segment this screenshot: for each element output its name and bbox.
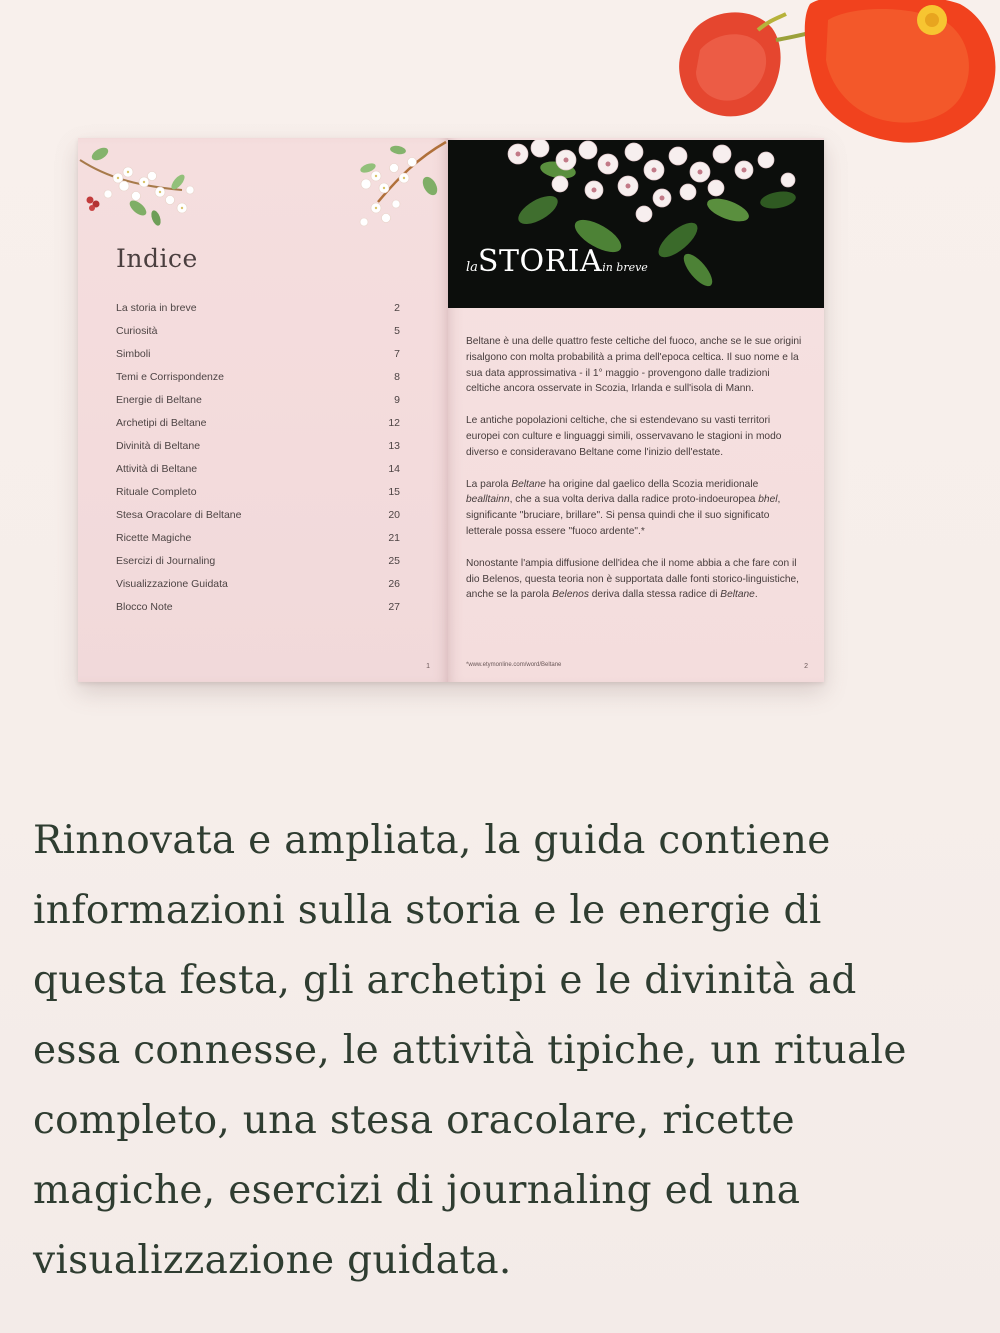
text-run: , che a sua volta deriva dalla radice proto-indoeuropea xyxy=(509,494,759,506)
poppy-flowers-image xyxy=(660,0,1000,150)
toc-item xyxy=(116,509,400,532)
left-branch-icon xyxy=(80,145,194,227)
toc-item-label: Stesa Oracolare di Beltane xyxy=(116,509,242,521)
footnote: *www.etymonline.com/word/Beltane xyxy=(466,662,562,668)
toc-item-label: Energie di Beltane xyxy=(116,394,202,406)
toc-item xyxy=(116,486,400,509)
toc-item-label: Simboli xyxy=(116,348,151,360)
toc-item xyxy=(116,348,400,371)
toc-item-label: Temi e Corrispondenze xyxy=(116,371,224,383)
toc-item-page: 7 xyxy=(394,348,400,360)
toc-item-label: Blocco Note xyxy=(116,601,173,613)
toc-item xyxy=(116,578,400,601)
right-page-number: 2 xyxy=(804,663,808,670)
index-title: Indice xyxy=(116,244,198,273)
hawthorn-branch-image xyxy=(78,138,448,238)
toc-item-page: 8 xyxy=(394,371,400,383)
toc-item-page: 15 xyxy=(388,486,400,498)
toc-item xyxy=(116,371,400,394)
toc-item-page: 27 xyxy=(388,601,400,613)
toc-item xyxy=(116,394,400,417)
booklet-mockup xyxy=(78,138,824,682)
italic-term: Beltane xyxy=(720,589,755,601)
left-page-number: 1 xyxy=(426,663,430,670)
italic-term: Beltane xyxy=(511,478,546,490)
text-run: Nonostante l'ampia diffusione dell'idea che il nome abbia a che fare con il dio Belenos, questa teoria non è supportata dalle fonti storico-linguistiche, anche se la parola xyxy=(466,557,799,601)
hero-title-main: STORIA xyxy=(477,244,603,279)
paragraph: Beltane è una delle quattro feste celtiche del fuoco, anche se le sue origini risalgono con molta probabilità a prima dell'epoca celtica. Il suo nome e la sua data approssimativa - il 1° maggio - provengono dalle tradizioni celtiche ancora osservate in Scozia, Irlanda e sull'isola di Mann. xyxy=(466,336,802,395)
text-run: deriva dalla stessa radice di xyxy=(588,589,721,601)
italic-term: bealltainn xyxy=(466,494,510,506)
text-run: . xyxy=(754,589,758,601)
toc-item-label: Divinità di Beltane xyxy=(116,440,201,452)
toc-item xyxy=(116,601,400,624)
toc-item xyxy=(116,532,400,555)
toc-item-label: Visualizzazione Guidata xyxy=(116,578,228,590)
toc-item xyxy=(116,440,400,463)
toc-item-label: Rituale Completo xyxy=(116,486,197,498)
hawthorn-blossom-image xyxy=(448,140,824,308)
toc-item-page: 14 xyxy=(388,463,400,475)
toc-item xyxy=(116,417,400,440)
toc-item-page: 9 xyxy=(394,394,400,406)
toc-item-page: 2 xyxy=(394,302,400,314)
toc-item-page: 25 xyxy=(388,555,400,567)
large-poppy-icon xyxy=(805,0,996,143)
small-poppy-icon xyxy=(679,12,786,116)
italic-term: Belenos xyxy=(552,589,589,601)
toc-item-page: 12 xyxy=(388,417,400,429)
hero-title-suffix: in breve xyxy=(602,261,648,274)
toc-item xyxy=(116,325,400,348)
tagline-description: Rinnovata e ampliata, la guida contiene informazioni sulla storia e le energie di questa festa, gli archetipi e le divinità ad essa connesse, le attività tipiche, un rituale completo, una stesa oracolare, ricette magiche, esercizi di journaling ed una visualizzazione guidata. xyxy=(33,818,907,1283)
toc-item-label: La storia in breve xyxy=(116,302,197,314)
toc-item xyxy=(116,555,400,578)
toc-item-label: Attività di Beltane xyxy=(116,463,198,475)
toc-item-label: Curiosità xyxy=(116,325,158,337)
paragraph xyxy=(466,556,806,603)
hero-banner xyxy=(448,140,824,308)
paragraph xyxy=(466,477,806,540)
left-page xyxy=(78,138,448,682)
right-page xyxy=(448,138,824,682)
toc-item xyxy=(116,463,400,486)
table-of-contents xyxy=(116,302,400,624)
right-branch-icon xyxy=(359,142,446,226)
article-body xyxy=(466,334,806,619)
text-run: ha origine dal gaelico della Scozia meridionale xyxy=(545,478,759,490)
toc-item-page: 13 xyxy=(388,440,400,452)
toc-item xyxy=(116,302,400,325)
toc-item-page: 21 xyxy=(388,532,400,544)
toc-item-label: Archetipi di Beltane xyxy=(116,417,207,429)
toc-item-label: Ricette Magiche xyxy=(116,532,192,544)
hero-title xyxy=(466,244,648,279)
text-run: La parola xyxy=(466,478,512,490)
text-run: , significante "bruciare, brillare". Si pensa quindi che il suo significato letterale possa essere "fuoco ardente".* xyxy=(466,494,781,537)
toc-item-page: 20 xyxy=(388,509,400,521)
hero-title-prefix: la xyxy=(466,260,478,275)
italic-term: bhel xyxy=(758,494,778,506)
toc-item-label: Esercizi di Journaling xyxy=(116,555,216,567)
paragraph: Le antiche popolazioni celtiche, che si estendevano su vasti territori europei con culture e linguaggi simili, osservavano le stagioni in modo diverso e consideravano Beltane come l'inizio dell'estate. xyxy=(466,415,782,458)
toc-item-page: 26 xyxy=(388,578,400,590)
toc-item-page: 5 xyxy=(394,325,400,337)
